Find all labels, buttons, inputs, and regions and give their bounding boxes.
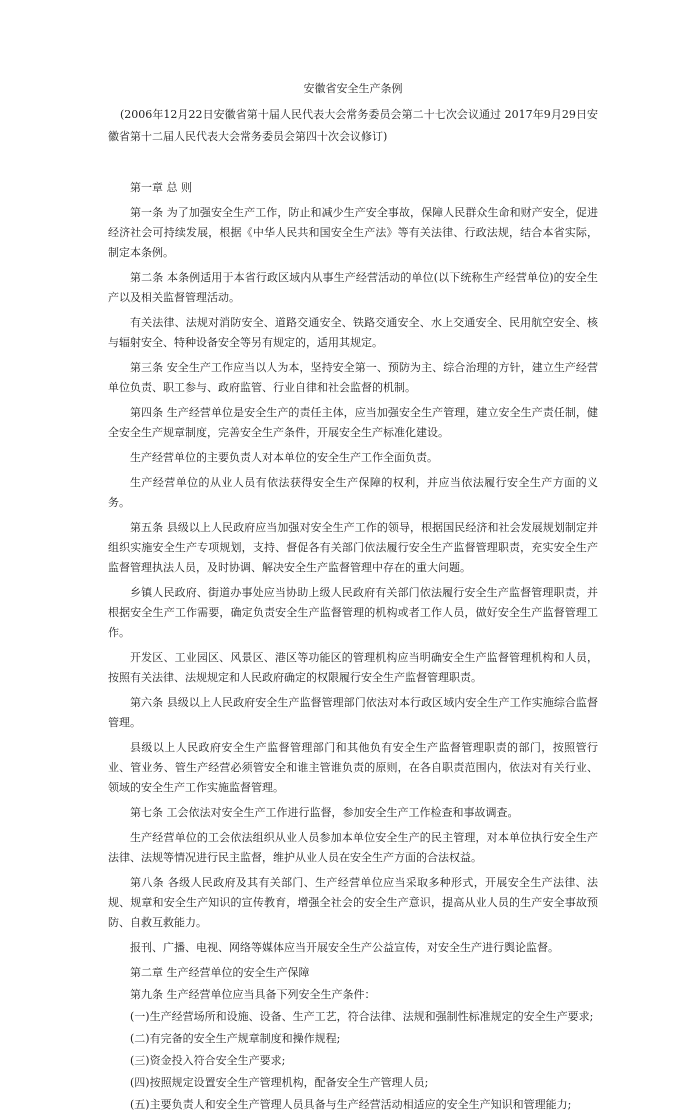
article-9: 第九条 生产经营单位应当具备下列安全生产条件： (130, 988, 376, 1001)
article-7-paragraph-2: 生产经营单位的工会依法组织从业人员参加本单位安全生产的民主管理，对本单位执行安全生产法律、法规等情况进行民主监督，维护从业人员在安全生产方面的合法权益。 (108, 831, 598, 864)
article-5-paragraph-2: 乡镇人民政府、街道办事处应当协助上级人民政府有关部门依法履行安全生产监督管理职责，并根据安全生产工作需要，确定负责安全生产监督管理的机构或者工作人员，做好安全生产监督管理工作。 (108, 586, 598, 639)
article-1: 第一条 为了加强安全生产工作，防止和减少生产安全事故，保障人民群众生命和财产安全，促进经济社会可持续发展，根据《中华人民共和国安全生产法》等有关法律、行政法规，结合本省实际，制定本条例。 (108, 206, 598, 259)
article-9-item-1: (一)生产经营场所和设施、设备、生产工艺，符合法律、法规和强制性标准规定的安全生产要求; (130, 1010, 594, 1023)
chapter-heading-2: 第二章 生产经营单位的安全生产保障 (130, 966, 310, 979)
article-6: 第六条 县级以上人民政府安全生产监督管理部门依法对本行政区域内安全生产工作实施综合监督管理。 (108, 696, 598, 729)
article-9-item-4: (四)按照规定设置安全生产管理机构，配备安全生产管理人员; (130, 1076, 429, 1089)
document-subtitle: (2006年12月22日安徽省第十届人民代表大会常务委员会第二十七次会议通过 2017年9月29日安徽省第十二届人民代表大会常务委员会第四十次会议修订) (108, 108, 598, 143)
article-6-paragraph-2: 县级以上人民政府安全生产监督管理部门和其他负有安全生产监督管理职责的部门，按照管行业、管业务、管生产经营必须管安全和谁主管谁负责的原则，在各自职责范围内，依法对有关行业、领域的安全生产工作实施监督管理。 (108, 741, 598, 794)
article-5: 第五条 县级以上人民政府应当加强对安全生产工作的领导，根据国民经济和社会发展规划制定并组织实施安全生产专项规划，支持、督促各有关部门依法履行安全生产监督管理职责，充实安全生产监督管理执法人员，及时协调、解决安全生产监督管理中存在的重大问题。 (108, 521, 598, 574)
article-8: 第八条 各级人民政府及其有关部门、生产经营单位应当采取多种形式，开展安全生产法律、法规、规章和安全生产知识的宣传教育，增强全社会的安全生产意识，提高从业人员的生产安全事故预防、自救互救能力。 (108, 876, 598, 929)
article-2-paragraph-2: 有关法律、法规对消防安全、道路交通安全、铁路交通安全、水上交通安全、民用航空安全、核与辐射安全、特种设备安全等另有规定的，适用其规定。 (108, 316, 598, 349)
article-4-paragraph-2: 生产经营单位的主要负责人对本单位的安全生产工作全面负责。 (130, 451, 438, 464)
article-9-item-2: (二)有完备的安全生产规章制度和操作规程; (130, 1032, 341, 1045)
article-3: 第三条 安全生产工作应当以人为本，坚持安全第一、预防为主、综合治理的方针，建立生产经营单位负责、职工参与、政府监管、行业自律和社会监督的机制。 (108, 361, 598, 394)
article-9-item-5: (五)主要负责人和安全生产管理人员具备与生产经营活动相适应的安全生产知识和管理能力; (130, 1098, 572, 1111)
chapter-heading-1: 第一章 总 则 (130, 181, 192, 194)
article-2: 第二条 本条例适用于本省行政区域内从事生产经营活动的单位(以下统称生产经营单位)的安全生产以及相关监督管理活动。 (108, 271, 598, 304)
article-8-paragraph-2: 报刊、广播、电视、网络等媒体应当开展安全生产公益宣传，对安全生产进行舆论监督。 (130, 941, 559, 954)
document-title: 安徽省安全生产条例 (303, 82, 403, 95)
article-4: 第四条 生产经营单位是安全生产的责任主体，应当加强安全生产管理，建立安全生产责任制，健全安全生产规章制度，完善安全生产条件，开展安全生产标准化建设。 (108, 406, 598, 439)
article-5-paragraph-3: 开发区、工业园区、风景区、港区等功能区的管理机构应当明确安全生产监督管理机构和人员，按照有关法律、法规规定和人民政府确定的权限履行安全生产监督管理职责。 (108, 651, 598, 684)
article-4-paragraph-3: 生产经营单位的从业人员有依法获得安全生产保障的权利，并应当依法履行安全生产方面的义务。 (108, 476, 598, 509)
article-7: 第七条 工会依法对安全生产工作进行监督，参加安全生产工作检查和事故调查。 (130, 806, 519, 819)
article-9-item-3: (三)资金投入符合安全生产要求; (130, 1054, 286, 1067)
document-page (108, 80, 598, 1117)
